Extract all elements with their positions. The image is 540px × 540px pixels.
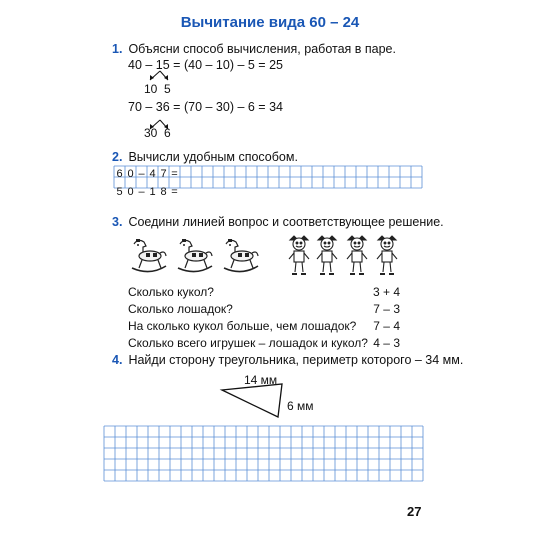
grid-cell-digit: – [138, 186, 145, 198]
page-number: 27 [407, 504, 422, 519]
grid-cell-digit: 4 [149, 168, 156, 180]
task-4-number: 4. [112, 353, 123, 367]
task-1-split-1-b: 5 [164, 82, 171, 96]
task-1-number: 1. [112, 42, 123, 56]
grid-cell-digit: 6 [116, 168, 123, 180]
task-2-number: 2. [112, 150, 123, 164]
question-item[interactable]: Сколько кукол? [128, 285, 214, 299]
task-3-text: Соедини линией вопрос и соответствующее решение. [128, 215, 444, 229]
grid-cell-digit: = [171, 186, 178, 198]
grid-cell-digit: 0 [127, 168, 134, 180]
task-1-expression-1: 40 – 15 = (40 – 10) – 5 = 25 [128, 58, 283, 72]
grid-cell-digit: 0 [127, 186, 134, 198]
task-1-split-2-b: 6 [164, 126, 171, 140]
triangle-side-a-label: 14 мм [244, 373, 278, 387]
page-title: Вычитание вида 60 – 24 [180, 14, 360, 31]
task-3-number: 3. [112, 215, 123, 229]
task-1-split-2-a: 30 [144, 126, 158, 140]
question-item[interactable]: Сколько всего игрушек – лошадок и кукол? [128, 336, 368, 350]
grid-cell-digit: = [171, 168, 178, 180]
grid-cell-digit: 5 [116, 186, 123, 198]
answer-item[interactable]: 3 + 4 [372, 285, 400, 299]
question-item[interactable]: Сколько лошадок? [128, 302, 233, 316]
task-1-split-1-a: 10 [144, 82, 158, 96]
question-item[interactable]: На сколько кукол больше, чем лошадок? [128, 319, 357, 333]
task-4-text: Найди сторону треугольника, периметр которого – 34 мм. [128, 353, 464, 367]
grid-cell-digit: 8 [160, 186, 167, 198]
grid-cell-digit: 7 [160, 168, 167, 180]
task-1-expression-2: 70 – 36 = (70 – 30) – 6 = 34 [128, 100, 283, 114]
grid-cell-digit: – [138, 168, 145, 180]
triangle-side-b-label: 6 мм [287, 399, 314, 413]
task-1-text: Объясни способ вычисления, работая в паре. [128, 42, 396, 56]
task-2-text: Вычисли удобным способом. [128, 150, 298, 164]
answer-item[interactable]: 4 – 3 [373, 336, 400, 350]
grid-cell-digit: 1 [149, 186, 156, 198]
answer-item[interactable]: 7 – 3 [373, 302, 400, 316]
task-4-answer-grid[interactable] [104, 426, 422, 486]
answer-item[interactable]: 7 – 4 [373, 319, 400, 333]
